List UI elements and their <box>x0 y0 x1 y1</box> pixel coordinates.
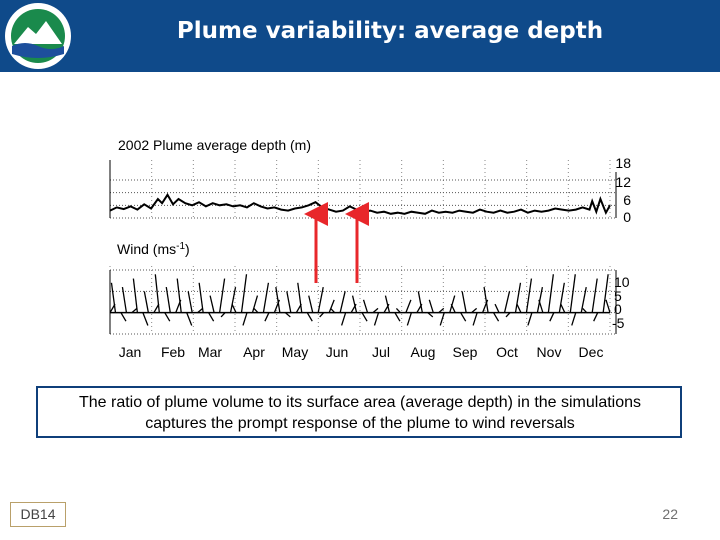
y-tick-label: 6 <box>623 192 631 208</box>
x-tick-label: Feb <box>160 344 186 360</box>
wind-stick <box>572 313 576 326</box>
wind-stick <box>364 300 368 313</box>
x-tick-label: Aug <box>410 344 436 360</box>
wind-stick <box>440 313 444 326</box>
caption-line-1: The ratio of plume volume to its surface area (average depth) in the simulations <box>78 394 642 411</box>
x-tick-label: Apr <box>243 344 265 360</box>
wind-stick <box>548 274 553 312</box>
wind-stick <box>143 313 148 326</box>
wind-stick <box>263 283 268 313</box>
wind-stick <box>561 304 565 313</box>
wind-stick <box>188 291 192 312</box>
wind-stick <box>232 304 236 313</box>
wind-stick <box>559 283 564 313</box>
y-tick-label: 10 <box>614 274 630 290</box>
chart-title-wind: Wind $(ms^{-1})$ <box>117 241 190 257</box>
wind-stick <box>592 279 597 313</box>
wind-stick <box>199 283 203 313</box>
wind-stick <box>570 274 575 312</box>
wind-stick <box>340 291 345 312</box>
wind-stick <box>187 313 192 326</box>
wind-stick <box>242 274 247 312</box>
caption-line-2: captures the prompt response of the plume to wind reversals <box>145 415 575 432</box>
wind-stick <box>407 313 411 326</box>
chart-title-depth: 2002 Plume average depth (m) <box>118 137 311 153</box>
y-tick-label: 18 <box>615 155 631 171</box>
wind-stick <box>539 300 543 313</box>
wind-stick <box>528 313 532 326</box>
wind-stick <box>309 296 313 313</box>
wind-stick <box>166 287 170 313</box>
footer-label: DB14 <box>10 502 66 527</box>
wind-stick <box>462 291 466 312</box>
wind-stick <box>505 291 510 312</box>
x-tick-label: Jul <box>372 344 390 360</box>
wind-stick <box>362 313 367 322</box>
wind-stick <box>473 313 477 326</box>
y-tick-label: 5 <box>614 288 622 304</box>
y-tick-label: 0 <box>623 209 631 225</box>
wind-stick <box>606 300 610 313</box>
caption-text <box>40 392 680 434</box>
wind-stick <box>406 300 411 313</box>
wind-stick <box>461 313 466 322</box>
wind-stick <box>287 291 291 312</box>
wind-stick <box>526 279 531 313</box>
wind-stick <box>603 274 608 312</box>
wind-stick <box>395 313 400 322</box>
wind-stick <box>133 279 137 313</box>
wind-stick <box>342 313 346 326</box>
x-tick-label: May <box>281 344 309 360</box>
wind-stick <box>374 313 378 326</box>
wind-stick <box>220 279 225 313</box>
wind-stick <box>550 313 554 322</box>
y-tick-label: -5 <box>612 315 625 331</box>
x-tick-label: Mar <box>197 344 223 360</box>
wind-stick <box>144 291 148 312</box>
y-tick-label: 12 <box>615 174 631 190</box>
wind-stick <box>121 313 126 322</box>
wind-stick <box>210 296 214 313</box>
x-tick-label: Jun <box>325 344 349 360</box>
wind-stick <box>265 313 269 322</box>
wind-stick <box>165 313 170 322</box>
wind-stick <box>495 304 499 313</box>
wind-stick <box>243 313 247 326</box>
slide-number: 22 <box>662 506 678 522</box>
page-title: Plume variability: average depth <box>176 18 604 44</box>
wind-stick <box>451 304 455 313</box>
x-tick-label: Sep <box>452 344 478 360</box>
wind-stick <box>307 313 312 322</box>
y-tick-label: 0 <box>614 301 622 317</box>
x-tick-label: Jan <box>118 344 142 360</box>
x-tick-label: Nov <box>536 344 562 360</box>
wind-stick <box>515 283 520 313</box>
x-tick-label: Dec <box>578 344 604 360</box>
x-tick-label: Oct <box>496 344 518 360</box>
wind-stick <box>494 313 499 322</box>
wind-stick <box>594 313 598 322</box>
wind-stick <box>517 304 521 313</box>
wind-stick <box>429 300 433 313</box>
wind-stick <box>209 313 214 322</box>
